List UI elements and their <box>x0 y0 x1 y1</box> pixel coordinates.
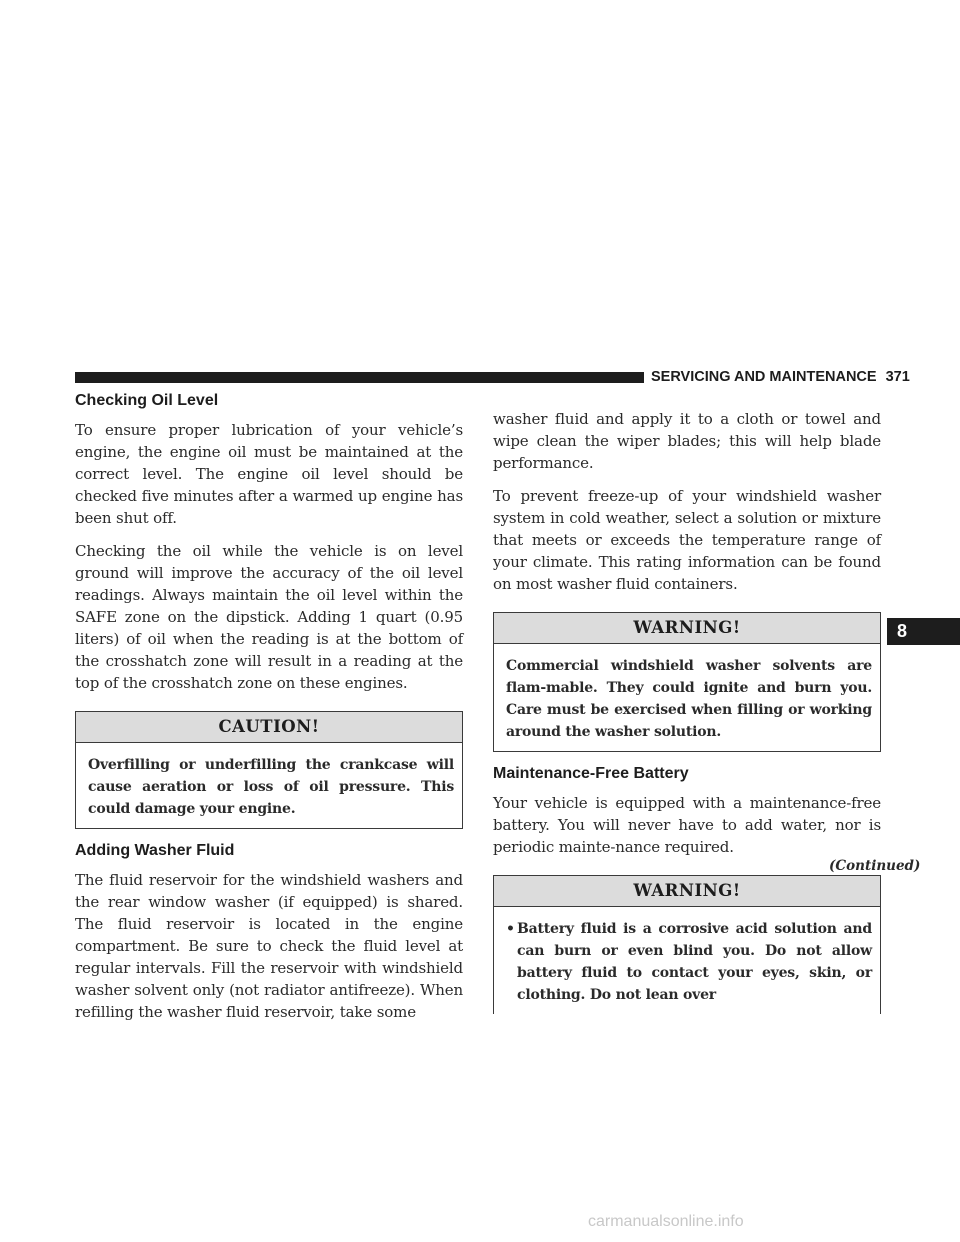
watermark: carmanualsonline.info <box>588 1213 744 1230</box>
paragraph-washer-reservoir: The fluid reservoir for the windshield washers and the rear window washer (if equipped) is shared. The fluid reservoir is located in the engine compartment. Be sure to check the fluid level at regular intervals. Fill the reservoir with windshield washer solvent only (not radiator antifreeze). When refilling the washer fluid reservoir, take some <box>75 871 463 1021</box>
paragraph-oil-lubrication: To ensure proper lubrication of your vehicle’s engine, the engine oil must be maintained at the correct level. The engine oil level should be checked five minutes after a warmed up engine has been shut off. <box>75 421 463 527</box>
warning-box-solvent <box>493 612 881 752</box>
chapter-tab: 8 <box>887 618 960 645</box>
section-title: SERVICING AND MAINTENANCE <box>651 369 877 385</box>
warning-text: Commercial windshield washer solvents are flam-mable. They could ignite and burn you. Care must be exercised when filling or working around the washer solution. <box>506 658 872 740</box>
paragraph-freeze-up: To prevent freeze-up of your windshield washer system in cold weather, select a solution or mixture that meets or exceeds the temperature range of your climate. This rating information can be found on most washer fluid containers. <box>493 487 881 593</box>
warning-bullet-item <box>494 907 880 1014</box>
left-column <box>75 392 463 1034</box>
warning-bullet-text: Battery fluid is a corrosive acid solution and can burn or even blind you. Do not allow battery fluid to contact your eyes, skin, or clothing. Do not lean over <box>517 921 872 1003</box>
heading-adding-washer-fluid: Adding Washer Fluid <box>75 842 235 859</box>
paragraph-battery: Your vehicle is equipped with a maintenance-free battery. You will never have to add water, nor is periodic mainte-nance required. <box>493 794 881 856</box>
page-number: 371 <box>885 369 910 385</box>
continued-note: (Continued) <box>829 858 921 874</box>
paragraph-wiper-blades: washer fluid and apply it to a cloth or towel and wipe clean the wiper blades; this will help blade performance. <box>493 410 881 472</box>
paragraph-oil-level-reading: Checking the oil while the vehicle is on level ground will improve the accuracy of the oil level readings. Always maintain the oil level within the SAFE zone on the dipstick. Adding 1 quart (0.95 liters) of oil when the reading is at the bottom of the crosshatch zone will result in a reading at the top of the crosshatch zone on these engines. <box>75 542 463 692</box>
warning-box-battery <box>493 875 881 1014</box>
right-column <box>493 408 881 1027</box>
running-header <box>651 369 910 385</box>
caution-box <box>75 711 463 829</box>
bullet-icon: • <box>506 921 515 937</box>
caution-title: CAUTION! <box>76 712 462 743</box>
warning-title: WARNING! <box>494 613 880 644</box>
heading-maintenance-free-battery: Maintenance-Free Battery <box>493 765 689 782</box>
heading-checking-oil-level: Checking Oil Level <box>75 392 219 409</box>
header-rule <box>75 372 644 383</box>
caution-text: Overfilling or underfilling the crankcase will cause aeration or loss of oil pressure. This could damage your engine. <box>88 757 454 817</box>
warning-title: WARNING! <box>494 876 880 907</box>
